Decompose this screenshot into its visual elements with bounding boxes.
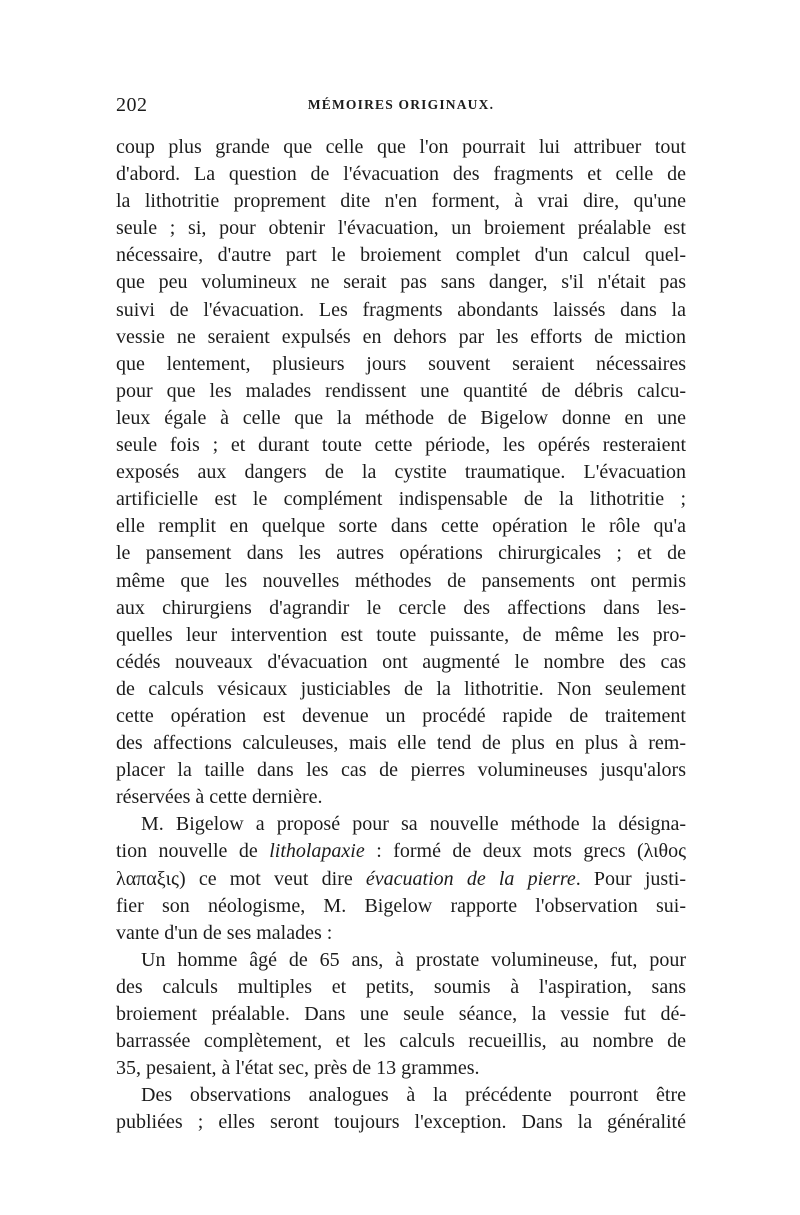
text-line: coup plus grande que celle que l'on pourrait lui attribuer tout <box>116 136 686 158</box>
text-span: ce mot veut dire <box>185 867 366 890</box>
text-line-greek <box>116 866 686 893</box>
paragraph-3 <box>116 947 686 1082</box>
text-line: seule fois ; et durant toute cette période, les opérés resteraient <box>116 434 686 457</box>
text-line: réservées à cette dernière. <box>116 786 323 809</box>
text-line: même que les nouvelles méthodes de pansements ont permis <box>116 569 686 592</box>
text-line: fier son néologisme, M. Bigelow rapporte l'observation sui- <box>116 894 686 917</box>
text-line: d'abord. La question de l'évacuation des fragments et celle de <box>116 163 686 186</box>
book-page <box>116 94 686 1136</box>
text-line: cédés nouveaux d'évacuation ont augmenté le nombre des cas <box>116 650 686 673</box>
term-litholapaxie: litholapaxie <box>269 840 365 863</box>
text-line: la lithotritie proprement dite n'en forment, à vrai dire, qu'une <box>116 190 686 213</box>
text-line: broiement préalable. Dans une seule séance, la vessie fut dé- <box>116 1003 686 1025</box>
text-line: vessie ne seraient expulsés en dehors par les efforts de miction <box>116 325 686 348</box>
text-span: . Pour justi- <box>575 867 686 890</box>
text-span: : formé de deux mots grecs (λιθος <box>364 840 687 863</box>
text-line: elle remplit en quelque sorte dans cette opération le rôle qu'a <box>116 515 686 538</box>
text-line: Des observations analogues à la précédente pourront être <box>141 1084 686 1107</box>
text-line: de calculs vésicaux justiciables de la lithotritie. Non seulement <box>116 677 686 700</box>
term-meaning: évacuation de la pierre <box>365 867 576 890</box>
text-line: 35, pesaient, à l'état sec, près de 13 grammes. <box>116 1057 480 1080</box>
paragraph-1 <box>116 134 686 811</box>
text-line: aux chirurgiens d'agrandir le cercle des affections dans les- <box>116 596 686 619</box>
text-line-litholapaxie <box>116 838 686 865</box>
text-line: publiées ; elles seront toujours l'exception. Dans la généralité <box>116 1111 686 1134</box>
text-line: le pansement dans les autres opérations chirurgicales ; et de <box>116 542 686 565</box>
text-line: Un homme âgé de 65 ans, à prostate volumineuse, fut, pour <box>141 948 686 971</box>
text-line: barrassée complètement, et les calculs recueillis, au nombre de <box>116 1030 686 1053</box>
text-line: que peu volumineux ne serait pas sans danger, s'il n'était pas <box>116 271 686 294</box>
page-header <box>116 94 686 120</box>
running-title: MÉMOIRES ORIGINAUX. <box>307 97 495 112</box>
paragraph-4 <box>116 1082 686 1136</box>
text-line: artificielle est le complément indispensable de la lithotritie ; <box>116 488 686 511</box>
text-line: seule ; si, pour obtenir l'évacuation, un broiement préalable est <box>116 217 686 240</box>
greek-word: λαπαξις) <box>116 867 186 890</box>
text-line: suivi de l'évacuation. Les fragments abondants laissés dans la <box>116 298 686 321</box>
paragraph-2 <box>116 811 686 946</box>
text-line: que lentement, plusieurs jours souvent seraient nécessaires <box>116 352 686 375</box>
text-line: des affections calculeuses, mais elle tend de plus en plus à rem- <box>116 732 686 755</box>
text-line: M. Bigelow a proposé pour sa nouvelle méthode la désigna- <box>141 813 686 836</box>
text-line: exposés aux dangers de la cystite traumatique. L'évacuation <box>116 461 686 484</box>
text-line: quelles leur intervention est toute puissante, de même les pro- <box>116 623 686 646</box>
text-line: nécessaire, d'autre part le broiement complet d'un calcul quel- <box>116 244 686 267</box>
text-line: placer la taille dans les cas de pierres volumineuses jusqu'alors <box>116 759 686 782</box>
text-line: cette opération est devenue un procédé rapide de traitement <box>116 704 686 727</box>
text-span: tion nouvelle de <box>116 840 270 863</box>
page-number: 202 <box>116 94 148 116</box>
text-line: des calculs multiples et petits, soumis à l'aspiration, sans <box>116 975 686 998</box>
text-line: vante d'un de ses malades : <box>116 921 333 944</box>
text-line: leux égale à celle que la méthode de Bigelow donne en une <box>116 406 686 429</box>
text-line: pour que les malades rendissent une quantité de débris calcu- <box>116 379 686 402</box>
